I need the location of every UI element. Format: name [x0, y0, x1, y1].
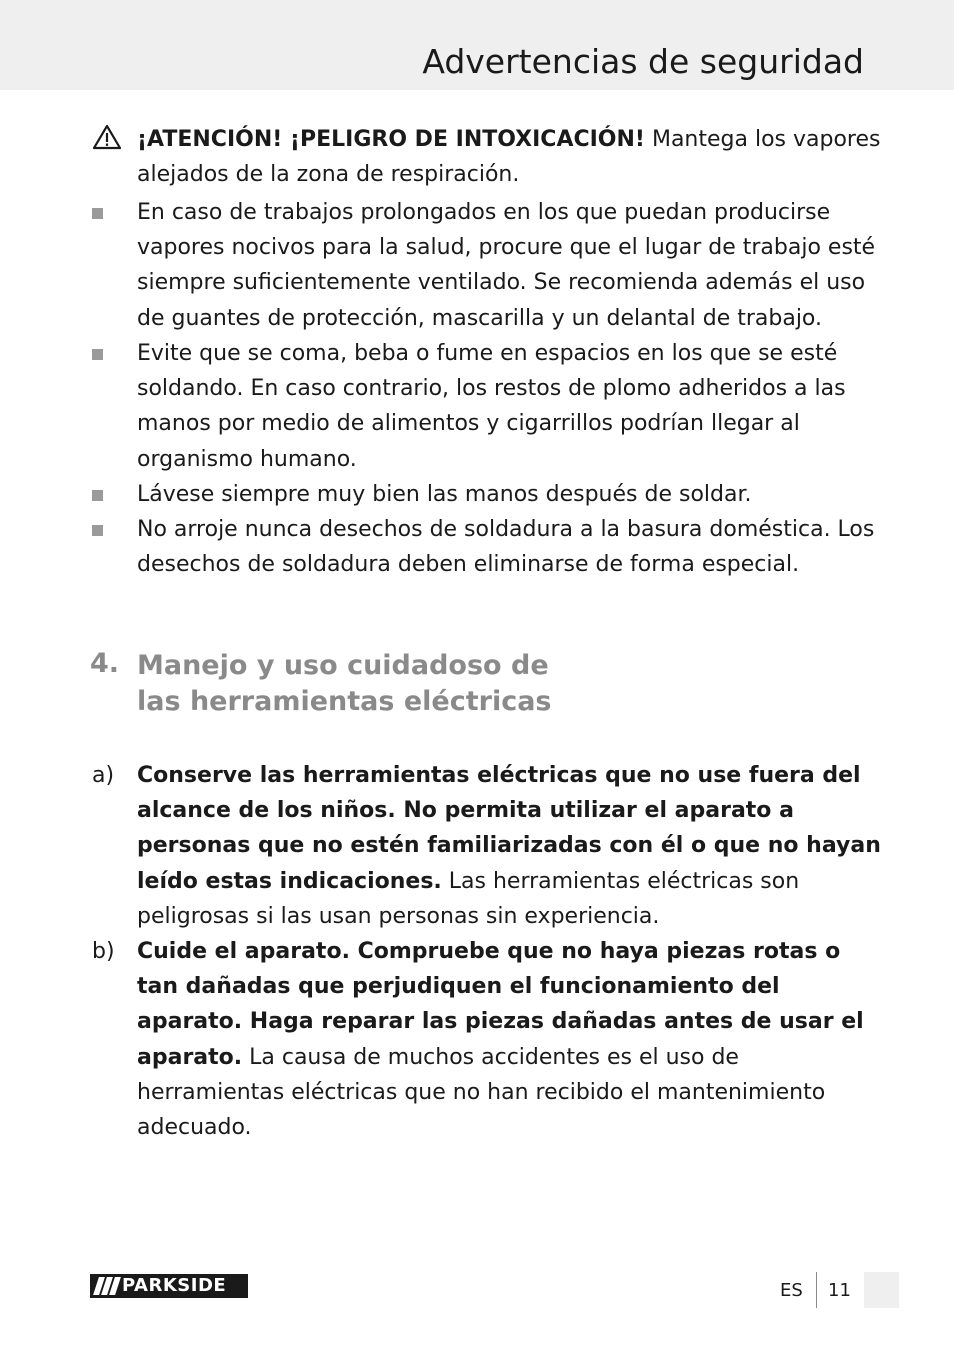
- page-tab: [864, 1272, 899, 1308]
- list-item-text: Lávese siempre muy bien las manos después de soldar.: [137, 482, 752, 507]
- list-item: [92, 195, 882, 336]
- item-label: b): [92, 939, 115, 964]
- section-heading-line: las herramientas eléctricas: [137, 686, 552, 717]
- page-title: Advertencias de seguridad: [422, 42, 864, 81]
- bullet-square-icon: [92, 525, 103, 536]
- bullet-square-icon: [92, 490, 103, 501]
- list-item-text: En caso de trabajos prolongados en los que puedan producirse vapores nocivos para la salud, procure que el lugar de trabajo esté siempre suficientemente ventilado. Se recomienda además el uso de guantes de protección, mascarilla y un delantal de trabajo.: [137, 200, 876, 331]
- bullet-square-icon: [92, 349, 103, 360]
- section-heading-line: Manejo y uso cuidadoso de: [137, 650, 549, 681]
- list-item-text: Evite que se coma, beba o fume en espacios en los que se esté soldando. En caso contrario, los restos de plomo adheridos a las manos por medio de alimentos y cigarrillos podrían llegar al organismo humano.: [137, 341, 846, 472]
- item-label: a): [92, 763, 115, 788]
- footer-divider: [816, 1272, 817, 1308]
- list-item: [92, 758, 882, 934]
- warning-triangle-icon: [92, 124, 122, 150]
- language-code: ES: [780, 1280, 803, 1301]
- list-item: [92, 336, 882, 477]
- list-item: [92, 512, 882, 582]
- warning-heading: ¡ATENCIÓN! ¡PELIGRO DE INTOXICACIÓN!: [137, 127, 645, 152]
- warning-item: [92, 122, 882, 192]
- list-item-text: No arroje nunca desechos de soldadura a la basura doméstica. Los desechos de soldadura deben eliminarse de forma especial.: [137, 517, 875, 578]
- section-number: 4.: [90, 648, 120, 679]
- page-number: 11: [828, 1280, 851, 1301]
- item-text: La causa de muchos accidentes es el uso de herramientas eléctricas que no han recibido el mantenimiento adecuado.: [137, 1044, 826, 1141]
- item-bold-text: Conserve las herramientas eléctricas que no use fuera del alcance de los niños. No permita utilizar el aparato a personas que no estén familiarizadas con él o que no hayan leído estas indicaciones.: [137, 763, 881, 894]
- item-text: Las herramientas eléctricas son peligrosas si las usan personas sin experiencia.: [137, 868, 800, 929]
- bullet-square-icon: [92, 208, 103, 219]
- warning-text: Mantega los vapores alejados de la zona de respiración.: [137, 127, 881, 188]
- brand-logo: [90, 1274, 248, 1298]
- list-item: [92, 934, 882, 1145]
- item-bold-text: Cuide el aparato. Compruebe que no haya piezas rotas o tan dañadas que perjudiquen el funcionamiento del aparato. Haga reparar las piezas dañadas antes de usar el aparato.: [137, 939, 864, 1070]
- list-item: [92, 477, 882, 512]
- logo-text: PARKSIDE: [122, 1275, 227, 1296]
- section-heading: [137, 648, 857, 720]
